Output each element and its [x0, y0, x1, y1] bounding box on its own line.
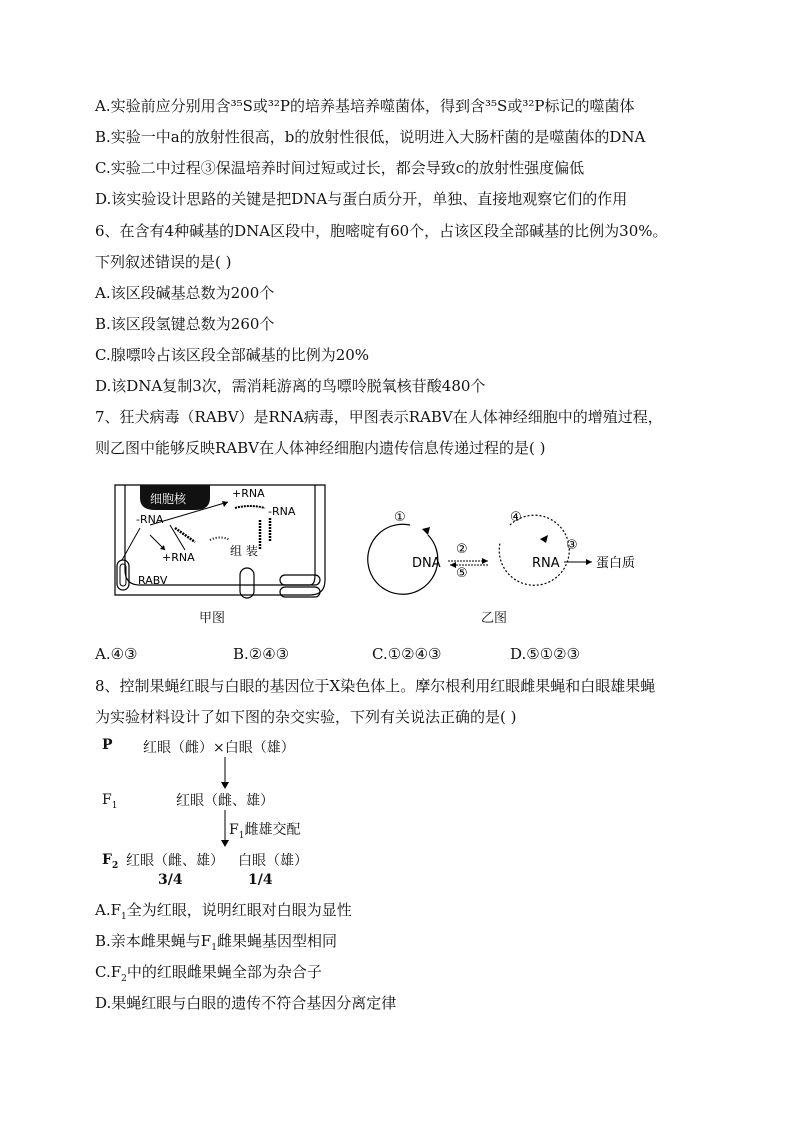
- q8-option-d: D.果蝇红眼与白眼的遗传不符合基因分离定律: [95, 994, 397, 1012]
- q8-stem-line1: 8、控制果蝇红眼与白眼的基因位于X染色体上。摩尔根利用红眼雌果蝇和白眼雄果蝇: [95, 677, 656, 695]
- cross-ratio-red: 3/4: [158, 872, 183, 888]
- plus-rna-mid-label: +RNA: [162, 551, 195, 564]
- assemble-label: 组 装: [230, 544, 258, 558]
- plus-rna-top-label: +RNA: [232, 487, 265, 500]
- yi-circle-5: ⑤: [456, 566, 468, 581]
- q5-option-b: B.实验一中a的放射性很高，b的放射性很低，说明进入大肠杆菌的是噬菌体的DNA: [95, 128, 646, 146]
- yi-circle-1: ①: [394, 510, 406, 525]
- cross-f1-mating: $F_1$雌雄交配: [229, 822, 301, 841]
- cross-arrows: [218, 755, 232, 850]
- q7-stem-line2: 则乙图中能够反映RABV在人体神经细胞内遗传信息传递过程的是( ): [95, 439, 546, 457]
- cross-p-parents: 红眼（雌）×白眼（雄）: [143, 740, 295, 756]
- q6-stem-line2: 下列叙述错误的是( ): [95, 253, 232, 271]
- yi-circle-4: ④: [510, 510, 522, 525]
- nucleus-label: 细胞核: [150, 492, 187, 506]
- yi-rna-label: RNA: [532, 556, 560, 571]
- q6-option-b: B.该区段氢键总数为260个: [95, 315, 275, 333]
- q8-stem-line2: 为实验材料设计了如下图的杂交实验，下列有关说法正确的是( ): [95, 708, 517, 726]
- figure-yi-caption: 乙图: [481, 611, 508, 626]
- q7-option-d: D.⑤①②③: [510, 645, 581, 663]
- cross-ratio-white: 1/4: [248, 872, 273, 888]
- rabv-label: RABV: [138, 574, 168, 587]
- q8-option-c: $C.F_2$中的红眼雌果蝇全部为杂合子: [95, 963, 322, 984]
- minus-rna-right-label: -RNA: [268, 505, 296, 518]
- q7-options: [95, 645, 655, 667]
- cross-f2-red: 红眼（雌、雄）: [126, 853, 224, 869]
- q6-option-a: A.该区段碱基总数为200个: [95, 284, 275, 302]
- yi-protein-label: 蛋白质: [596, 556, 636, 571]
- cross-f1-text: 红眼（雌、雄）: [176, 793, 274, 809]
- q7-option-c: C.①②④③: [372, 645, 442, 663]
- q7-stem-line1: 7、狂犬病毒（RABV）是RNA病毒，甲图表示RABV在人体神经细胞中的增殖过程，: [95, 408, 663, 426]
- q7-option-a: A.④③: [95, 645, 138, 663]
- q7-option-b: B.②④③: [233, 645, 290, 663]
- q5-option-d: D.该实验设计思路的关键是把DNA与蛋白质分开，单独、直接地观察它们的作用: [95, 190, 628, 208]
- figure-yi: [360, 505, 660, 605]
- q5-option-a: A.实验前应分别用含³⁵S或³²P的培养基培养噬菌体，得到含³⁵S或³²P标记的噬菌体: [95, 97, 635, 115]
- q5-option-c: C.实验二中过程③保温培养时间过短或过长，都会导致c的放射性强度偏低: [95, 159, 585, 177]
- cross-f2-white: 白眼（雄）: [238, 853, 308, 869]
- figure-jia-caption: 甲图: [199, 611, 226, 626]
- cross-f2-label: $F_2$: [102, 852, 119, 871]
- yi-circle-3: ③: [566, 538, 578, 553]
- q8-option-b: B.亲本雌果蝇与$F_1$雌果蝇基因型相同: [95, 932, 337, 953]
- q6-option-c: C.腺嘌呤占该区段全部碱基的比例为20%: [95, 346, 370, 364]
- cross-f1-label: $F_1$: [102, 792, 118, 811]
- figure-jia: [110, 480, 340, 600]
- yi-dna-label: DNA: [412, 556, 441, 571]
- q6-stem-line1: 6、在含有4种碱基的DNA区段中，胞嘧啶有60个，占该区段全部碱基的比例为30%。: [95, 222, 668, 240]
- minus-rna-left-label: -RNA: [136, 513, 164, 526]
- q6-option-d: D.该DNA复制3次，需消耗游离的鸟嘌呤脱氧核苷酸480个: [95, 377, 486, 395]
- q8-option-a: $A.F_1$全为红眼，说明红眼对白眼为显性: [95, 901, 352, 922]
- cross-p-label: P: [102, 737, 113, 753]
- yi-circle-2: ②: [456, 542, 468, 557]
